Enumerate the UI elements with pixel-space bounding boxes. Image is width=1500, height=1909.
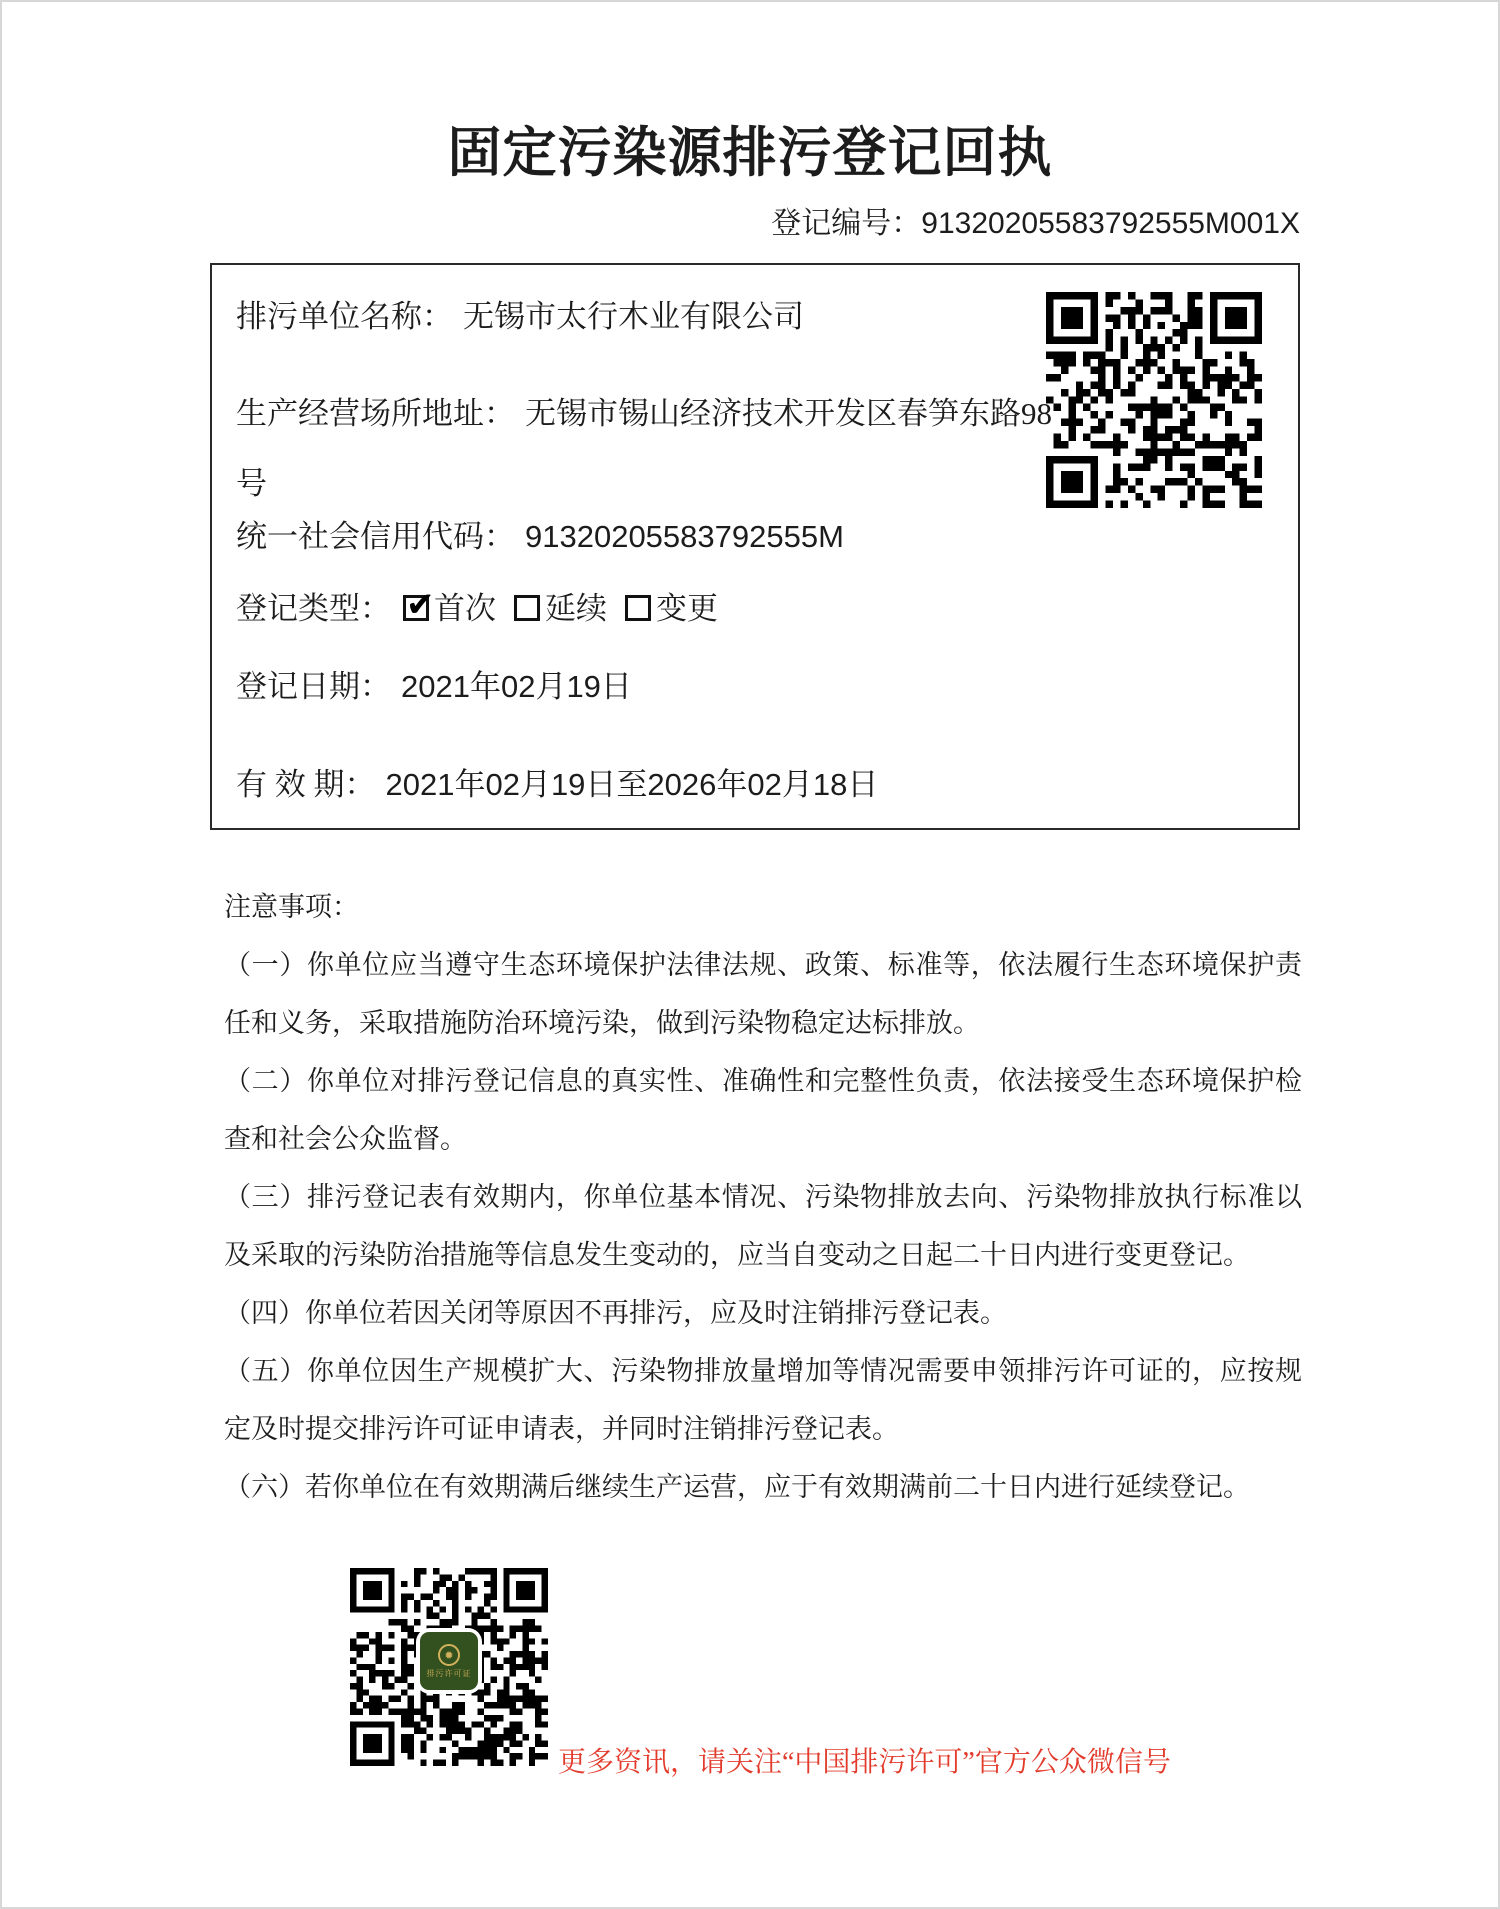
registration-type-label: 登记类型： bbox=[236, 591, 391, 626]
registration-date-label: 登记日期： bbox=[236, 669, 391, 704]
checkbox-1-label: 延续 bbox=[545, 591, 607, 626]
registration-info-box bbox=[210, 263, 1300, 830]
registration-number-value: 91320205583792555M001X bbox=[921, 207, 1300, 240]
validity-period-row bbox=[236, 763, 878, 807]
unit-name-row bbox=[236, 295, 804, 339]
note-item-4: （四）你单位若因关闭等原因不再排污，应及时注销排污登记表。 bbox=[224, 1298, 1007, 1328]
page-title: 固定污染源排污登记回执 bbox=[447, 123, 1053, 183]
emblem-icon: ✹ bbox=[438, 1644, 460, 1666]
footer-notice: 更多资讯，请关注“中国排污许可”官方公众微信号 bbox=[558, 1747, 1171, 1778]
registration-date-value: 2021年02月19日 bbox=[401, 669, 632, 704]
checkbox-1 bbox=[514, 595, 540, 621]
credit-code-row bbox=[236, 515, 844, 559]
credit-code-value: 91320205583792555M bbox=[525, 519, 844, 554]
registration-number-label: 登记编号： bbox=[771, 207, 922, 240]
registration-type-row bbox=[236, 587, 718, 631]
note-item-2: （二）你单位对排污登记信息的真实性、准确性和完整性负责，依法接受生态环境保护检查和社会公众监督。 bbox=[224, 1066, 1302, 1154]
validity-period-label: 有 效 期： bbox=[236, 767, 376, 802]
address-row bbox=[236, 379, 1054, 519]
credit-code-label: 统一社会信用代码： bbox=[236, 519, 515, 554]
note-item-1: （一）你单位应当遵守生态环境保护法律法规、政策、标准等，依法履行生态环境保护责任和义务，采取措施防治环境污染，做到污染物稳定达标排放。 bbox=[224, 950, 1302, 1038]
checkbox-2 bbox=[625, 595, 651, 621]
address-label: 生产经营场所地址： bbox=[236, 396, 515, 431]
registration-type-option-change bbox=[625, 591, 718, 626]
registration-type-option-first bbox=[403, 591, 496, 626]
address-value: 无锡市锡山经济技术开发区春笋东路98号 bbox=[236, 396, 1052, 501]
notes-heading: 注意事项： bbox=[224, 892, 359, 922]
validity-period-value: 2021年02月19日至2026年02月18日 bbox=[385, 767, 879, 802]
registration-number bbox=[771, 198, 1300, 242]
note-item-5: （五）你单位因生产规模扩大、污染物排放量增加等情况需要申领排污许可证的，应按规定及时提交排污许可证申请表，并同时注销排污登记表。 bbox=[224, 1356, 1302, 1444]
wechat-qr-logo-text: 排污许可证 bbox=[426, 1669, 472, 1679]
wechat-qr-code bbox=[350, 1568, 548, 1766]
notes-section bbox=[224, 878, 1302, 1516]
registration-date-row bbox=[236, 665, 632, 709]
wechat-qr-logo-inner bbox=[420, 1632, 478, 1690]
note-item-6: （六）若你单位在有效期满后继续生产运营，应于有效期满前二十日内进行延续登记。 bbox=[224, 1472, 1250, 1502]
note-item-3: （三）排污登记表有效期内，你单位基本情况、污染物排放去向、污染物排放执行标准以及采取的污染防治措施等信息发生变动的，应当自变动之日起二十日内进行变更登记。 bbox=[224, 1182, 1302, 1270]
checkbox-0 bbox=[403, 595, 429, 621]
checkbox-2-label: 变更 bbox=[656, 591, 718, 626]
unit-name-label: 排污单位名称： bbox=[236, 299, 453, 334]
unit-name-value: 无锡市太行木业有限公司 bbox=[463, 299, 804, 334]
registration-qr-code bbox=[1046, 292, 1262, 508]
registration-type-option-renew bbox=[514, 591, 607, 626]
wechat-qr-logo bbox=[416, 1628, 482, 1694]
checkbox-0-label: 首次 bbox=[434, 591, 496, 626]
